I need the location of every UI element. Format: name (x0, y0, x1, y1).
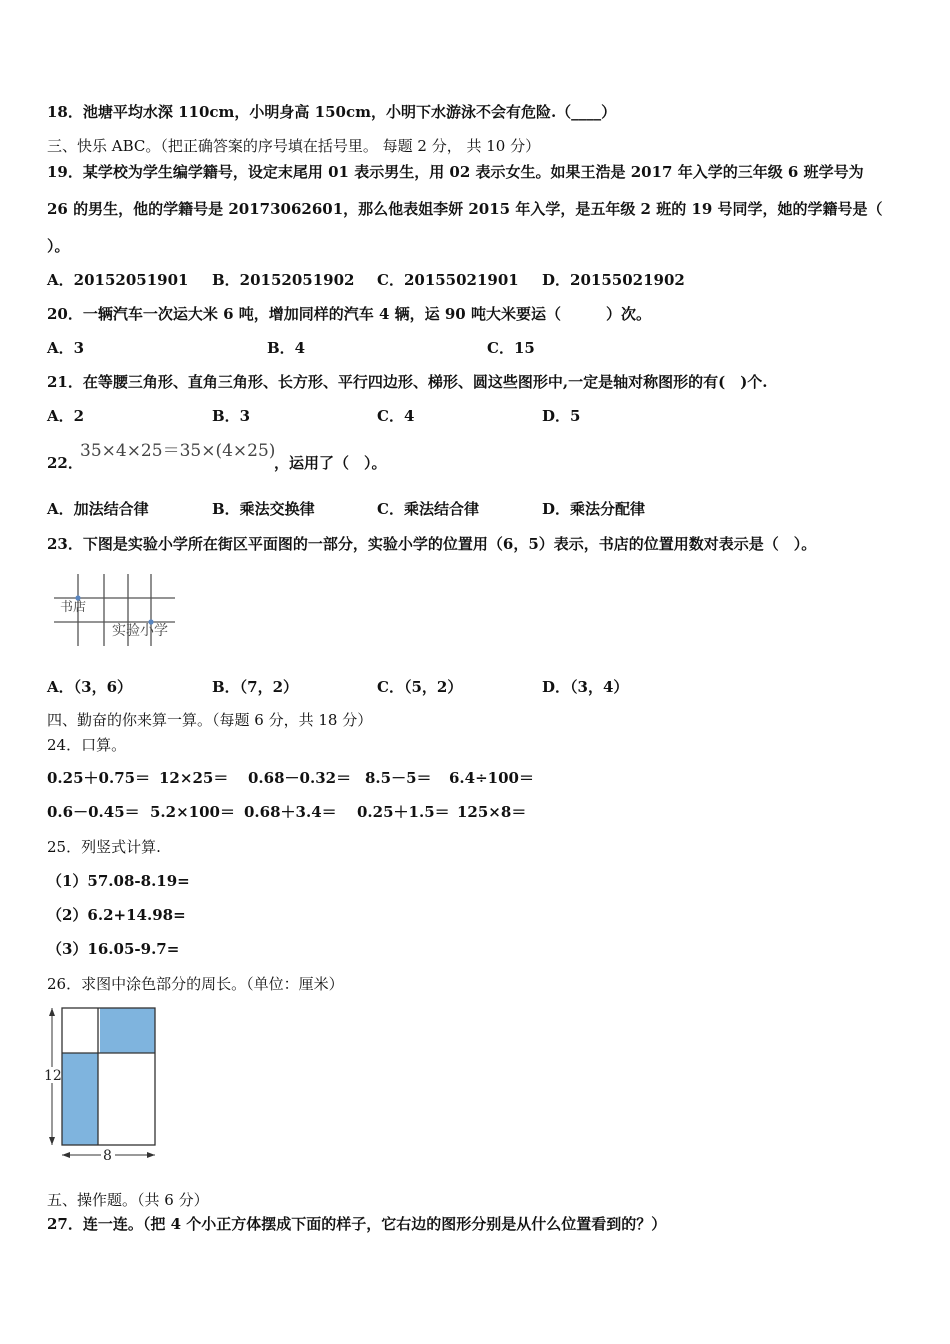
q21-option-b: B．3 (212, 407, 251, 425)
height-label: 12 (44, 1068, 62, 1084)
q22-option-d: D．乘法分配律 (542, 500, 646, 518)
question-19-line-2: 26 的男生，他的学籍号是 20173062601，那么他表姐李妍 2015 年入学，是五年级 2 班的 19 号同学，她的学籍号是（ (47, 200, 883, 218)
shaded-top-right-square (100, 1008, 155, 1053)
school-label: 实验小学 (112, 623, 168, 639)
width-arrow-left (62, 1152, 70, 1158)
q24-r1-item-2: 12×25＝ (159, 769, 229, 787)
bookstore-label: 书店 (60, 600, 87, 615)
q21-option-d: D．5 (542, 407, 581, 425)
q24-r2-item-4: 0.25＋1.5＝ (357, 803, 450, 821)
question-19-line-1: 19．某学校为学生编学籍号，设定末尾用 01 表示男生，用 02 表示女生。如果王浩是 2017 年入学的三年级 6 班学号为 (47, 163, 864, 181)
shaded-left-strip (62, 1053, 98, 1145)
q24-r1-item-1: 0.25＋0.75＝ (47, 769, 151, 787)
street-map-figure (50, 572, 195, 648)
question-21: 21．在等腰三角形、直角三角形、长方形、平行四边形、梯形、圆这些图形中,一定是轴对称图形的有( )个. (47, 373, 768, 391)
q19-option-b: B．20152051902 (212, 271, 355, 289)
q24-r1-item-3: 0.68－0.32＝ (248, 769, 352, 787)
q23-option-d: D．（3，4） (542, 678, 629, 696)
q22-option-c: C．乘法结合律 (377, 500, 479, 518)
section-3-heading: 三、快乐 ABC。（把正确答案的序号填在括号里。 每题 2 分， 共 10 分） (47, 137, 541, 155)
height-arrow-bottom (49, 1137, 55, 1145)
question-23: 23．下图是实验小学所在街区平面图的一部分，实验小学的位置用（6，5）表示，书店的位置用数对表示是（ ）。 (47, 535, 817, 553)
q25-item-2: （2）6.2+14.98= (47, 906, 186, 924)
question-22-number: 22． (47, 454, 83, 472)
question-25: 25．列竖式计算. (47, 838, 161, 856)
q23-option-b: B．（7，2） (212, 678, 299, 696)
shaded-rectangle-figure (40, 1000, 165, 1165)
q23-option-a: A．（3，6） (47, 678, 133, 696)
section-5-heading: 五、操作题。（共 6 分） (47, 1191, 209, 1209)
question-18: 18．池塘平均水深 110cm，小明身高 150cm，小明下水游泳不会有危险.（____） (47, 103, 617, 121)
question-26: 26．求图中涂色部分的周长。（单位：厘米） (47, 975, 344, 993)
q24-r2-item-2: 5.2×100＝ (150, 803, 235, 821)
question-27: 27．连一连。（把 4 个小正方体摆成下面的样子，它右边的图形分别是从什么位置看到的？） (47, 1215, 667, 1233)
q21-option-a: A．2 (47, 407, 85, 425)
q25-item-1: （1）57.08-8.19= (47, 872, 190, 890)
question-24: 24．口算。 (47, 736, 127, 754)
width-label: 8 (103, 1148, 112, 1164)
q24-r1-item-5: 6.4÷100＝ (449, 769, 534, 787)
section-4-heading: 四、勤奋的你来算一算。（每题 6 分，共 18 分） (47, 711, 373, 729)
question-22-text: ，运用了（ ）。 (274, 454, 387, 472)
height-arrow-top (49, 1008, 55, 1016)
q20-option-b: B．4 (267, 339, 306, 357)
q22-option-a: A．加法结合律 (47, 500, 149, 518)
q21-option-c: C．4 (377, 407, 415, 425)
q24-r1-item-4: 8.5－5＝ (365, 769, 432, 787)
q24-r2-item-3: 0.68＋3.4＝ (244, 803, 337, 821)
question-19-line-3: ）。 (47, 237, 70, 255)
q20-option-a: A．3 (47, 339, 85, 357)
q25-item-3: （3）16.05-9.7= (47, 940, 180, 958)
q20-option-c: C．15 (487, 339, 535, 357)
q23-option-c: C．（5，2） (377, 678, 463, 696)
q19-option-c: C．20155021901 (377, 271, 519, 289)
q19-option-d: D．20155021902 (542, 271, 685, 289)
question-20: 20．一辆汽车一次运大米 6 吨，增加同样的汽车 4 辆，运 90 吨大米要运（ ）次。 (47, 305, 651, 323)
q24-r2-item-5: 125×8＝ (457, 803, 527, 821)
question-22-formula: 35×4×25＝35×(4×25) (80, 441, 276, 461)
q19-option-a: A．20152051901 (47, 271, 189, 289)
q24-r2-item-1: 0.6－0.45＝ (47, 803, 140, 821)
width-arrow-right (147, 1152, 155, 1158)
q22-option-b: B．乘法交换律 (212, 500, 315, 518)
